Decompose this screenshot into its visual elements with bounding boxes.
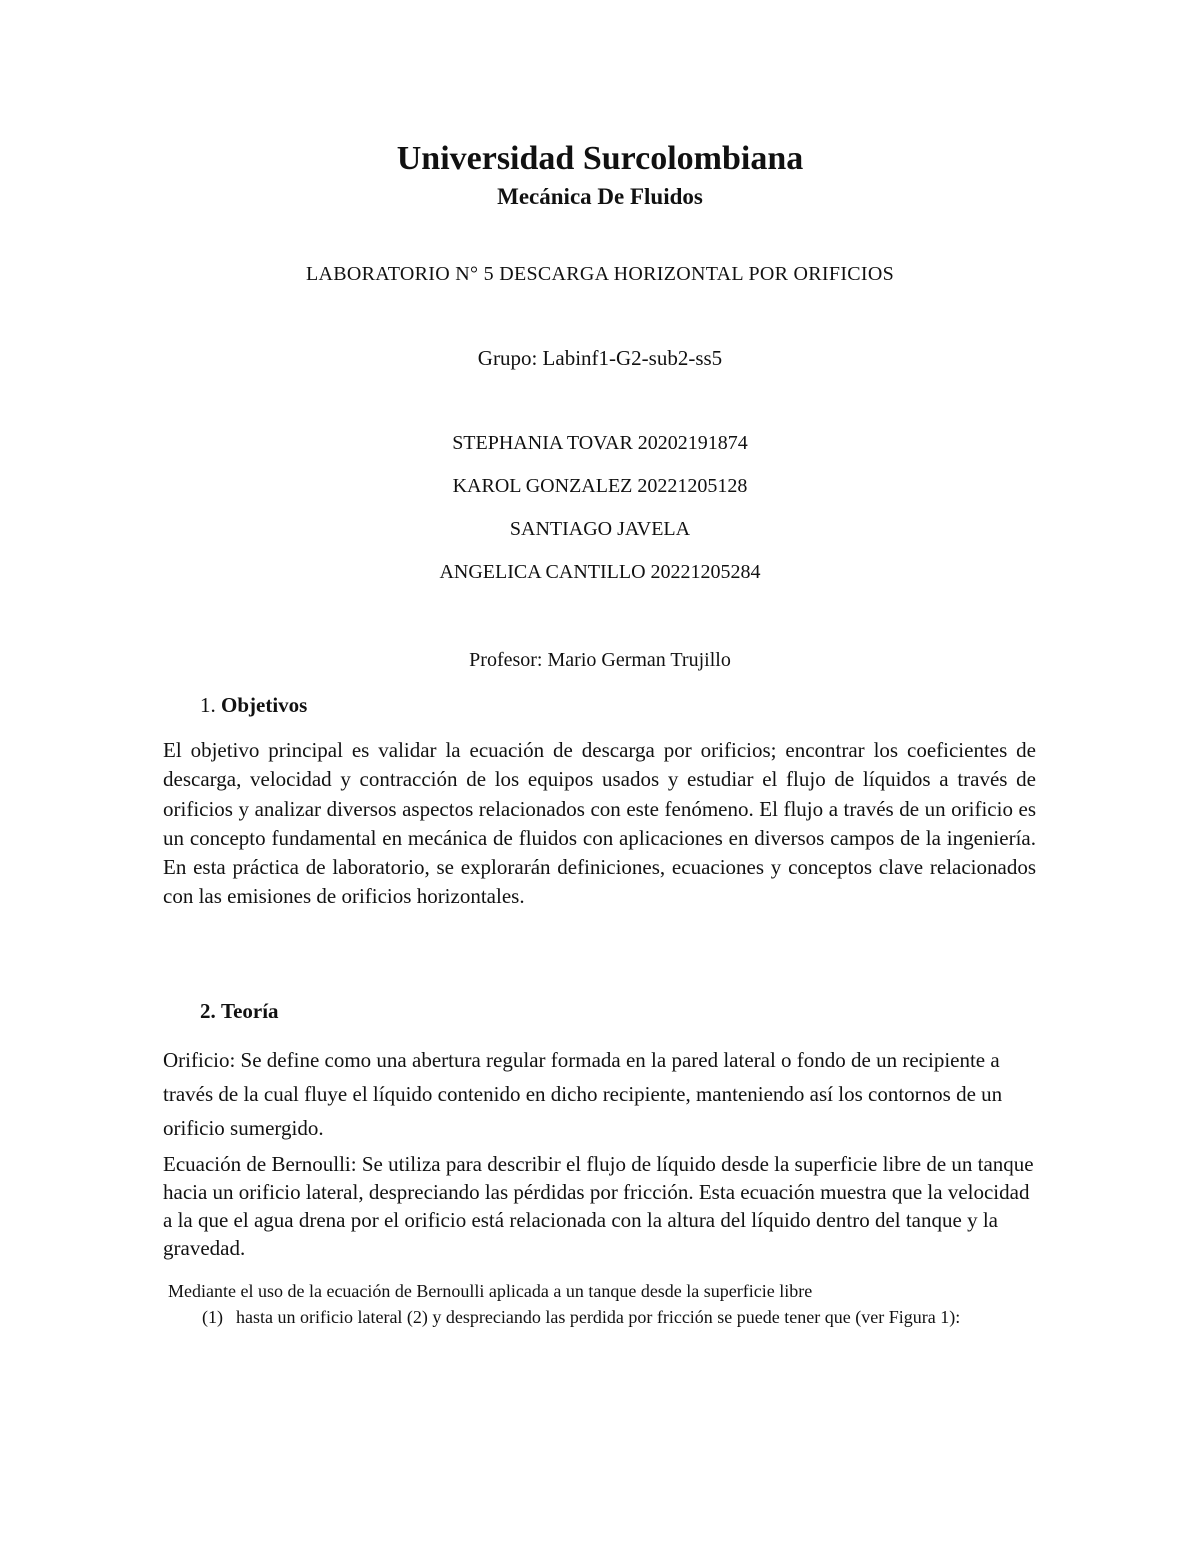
section-title: Objetivos xyxy=(221,693,308,717)
section-number: 1. xyxy=(200,693,216,717)
section-heading-objetivos xyxy=(200,693,307,718)
university-name: Universidad Surcolombiana xyxy=(396,140,804,177)
mediante-paragraph: Mediante el uso de la ecuación de Bernoulli aplicada a un tanque desde la superficie libre xyxy=(168,1281,813,1301)
bernoulli-paragraph: Ecuación de Bernoulli: Se utiliza para describir el flujo de líquido desde la superficie libre de un tanque hacia un orificio lateral, despreciando las pérdidas por fricción. Esta ecuación muestra que la velocidad a la que el agua drena por el orificio está relacionada con la altura del líquido dentro del tanque y la gravedad. xyxy=(163,1152,1034,1260)
professor-label: Profesor: Mario German Trujillo xyxy=(469,649,731,671)
member-name: KAROL GONZALEZ 20221205128 xyxy=(452,475,748,497)
list-number: (1) xyxy=(202,1307,223,1327)
section-number: 2. xyxy=(200,999,216,1023)
course-name: Mecánica De Fluidos xyxy=(497,184,703,209)
section-title: Teoría xyxy=(221,999,279,1023)
list-text: hasta un orificio lateral (2) y despreciando las perdida por fricción se puede tener que (ver Figura 1): xyxy=(236,1307,961,1327)
member-name: STEPHANIA TOVAR 20202191874 xyxy=(452,432,748,454)
group-label: Grupo: Labinf1-G2-sub2-ss5 xyxy=(477,346,723,370)
objetivos-paragraph: El objetivo principal es validar la ecuación de descarga por orificios; encontrar los coeficientes de descarga, velocidad y contracción de los equipos usados y estudiar el flujo de líquidos a través de orificios y analizar diversos aspectos relacionados con este fenómeno. El flujo a través de un orificio es un concepto fundamental en mecánica de fluidos con aplicaciones en diversos campos de la ingeniería. En esta práctica de laboratorio, se explorarán definiciones, ecuaciones y conceptos clave relacionados con las emisiones de orificios horizontales. xyxy=(163,738,1036,909)
section-heading-teoria xyxy=(200,999,279,1024)
member-name: SANTIAGO JAVELA xyxy=(509,518,691,540)
orificio-paragraph: Orificio: Se define como una abertura regular formada en la pared lateral o fondo de un recipiente a través de la cual fluye el líquido contenido en dicho recipiente, manteniendo así los contornos de un orificio sumergido. xyxy=(163,1048,1003,1140)
lab-title: LABORATORIO N° 5 DESCARGA HORIZONTAL POR ORIFICIOS xyxy=(305,263,895,285)
member-name: ANGELICA CANTILLO 20221205284 xyxy=(439,561,761,583)
